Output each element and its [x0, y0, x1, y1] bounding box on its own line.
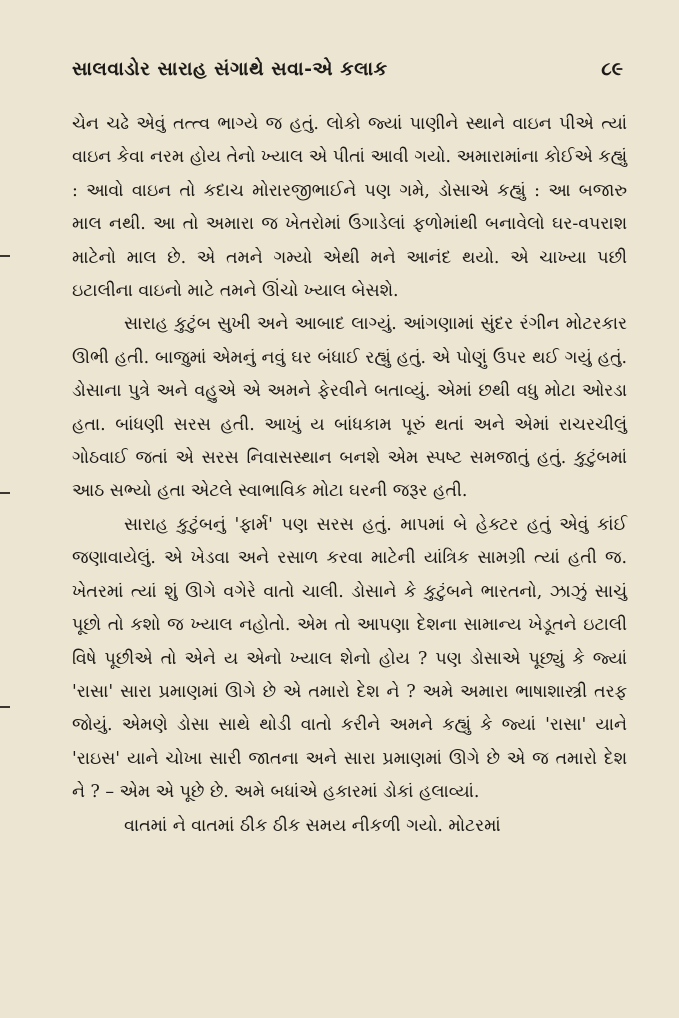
margin-mark [0, 706, 10, 708]
page-number: ૮૯ [601, 58, 623, 80]
paragraph-4: વાતમાં ને વાતમાં ઠીક ઠીક સમય નીકળી ગયો. મોટરમાં [124, 815, 501, 836]
running-title: સાલવાડોર સારાહ સંગાથે સવા-એ કલાક [72, 58, 388, 80]
running-header [72, 58, 627, 80]
paragraph-2: સારાહ કુટુંબ સુખી અને આબાદ લાગ્યું. આંગણામાં સુંદર રંગીન મોટરકાર ઊભી હતી. બાજુમાં એમનું નવું ઘર બંધાઈ રહ્યું હતું. એ પોણું ઉપર થઈ ગયું હતું. ડોસાના પુત્રે અને વહુએ એ અમને ફેરવીને બતાવ્યું. એમાં છથી વધુ મોટા ઓરડા હતા. બાંધણી સરસ હતી. આખું ય બાંધકામ પૂરું થતાં અને એમાં રાચરચીલું ગોઠવાઈ જતાં એ સરસ નિવાસસ્થાન બનશે એમ સ્પષ્ટ સમજાતું હતું. કુટુંબમાં આઠ સભ્યો હતા એટલે સ્વાભાવિક મોટા ઘરની જરૂર હતી. [72, 314, 627, 502]
paragraph-1: ચેન ચઢે એવું તત્ત્વ ભાગ્યે જ હતું. લોકો જ્યાં પાણીને સ્થાને વાઇન પીએ ત્યાં વાઇન કેવા નરમ હોય તેનો ખ્યાલ એ પીતાં આવી ગયો. અમારામાંના કોઈએ કહ્યું : આવો વાઇન તો કદાચ મોરારજીભાઈને પણ ગમે, ડોસાએ કહ્યું : આ બજારુ માલ નથી. આ તો અમારા જ ખેતરોમાં ઉગાડેલાં ફળોમાંથી બનાવેલો ઘર-વપરાશ માટેનો માલ છે. એ તમને ગમ્યો એથી મને આનંદ થયો. એ ચાખ્યા પછી ઇટાલીના વાઇનો માટે તમને ઊંચો ખ્યાલ બેસશે. [72, 114, 627, 302]
paragraph-3: સારાહ કુટુંબનું 'ફાર્મ' પણ સરસ હતું. માપમાં બે હેક્ટર હતું એવું કાંઈ જણાવાયેલું. એ ખેડવા અને રસાળ કરવા માટેની યાંત્રિક સામગ્રી ત્યાં હતી જ. ખેતરમાં ત્યાં શું ઊગે વગેરે વાતો ચાલી. ડોસાને કે કુટુંબને ભારતનો, ઝાઝું સાચું પૂછો તો કશો જ ખ્યાલ નહોતો. એમ તો આપણા દેશના સામાન્ય ખેડૂતને ઇટાલી વિષે પૂછીએ તો એને ય એનો ખ્યાલ શેનો હોય ? પણ ડોસાએ પૂછ્યું કે જ્યાં 'રાસા' સારા પ્રમાણમાં ઊગે છે એ તમારો દેશ ને ? અમે અમારા ભાષાશાસ્ત્રી તરફ જોયું. એમણે ડોસા સાથે થોડી વાતો કરીને અમને કહ્યું કે જ્યાં 'રાસા' યાને 'રાઇસ' યાને ચોખા સારી જાતના અને સારા પ્રમાણમાં ઊગે છે એ જ તમારો દેશ ને ? – એમ એ પૂછે છે. અમે બધાંએ હકારમાં ડોકાં હલાવ્યાં. [72, 514, 627, 803]
margin-mark [0, 255, 10, 257]
margin-mark [0, 492, 10, 494]
